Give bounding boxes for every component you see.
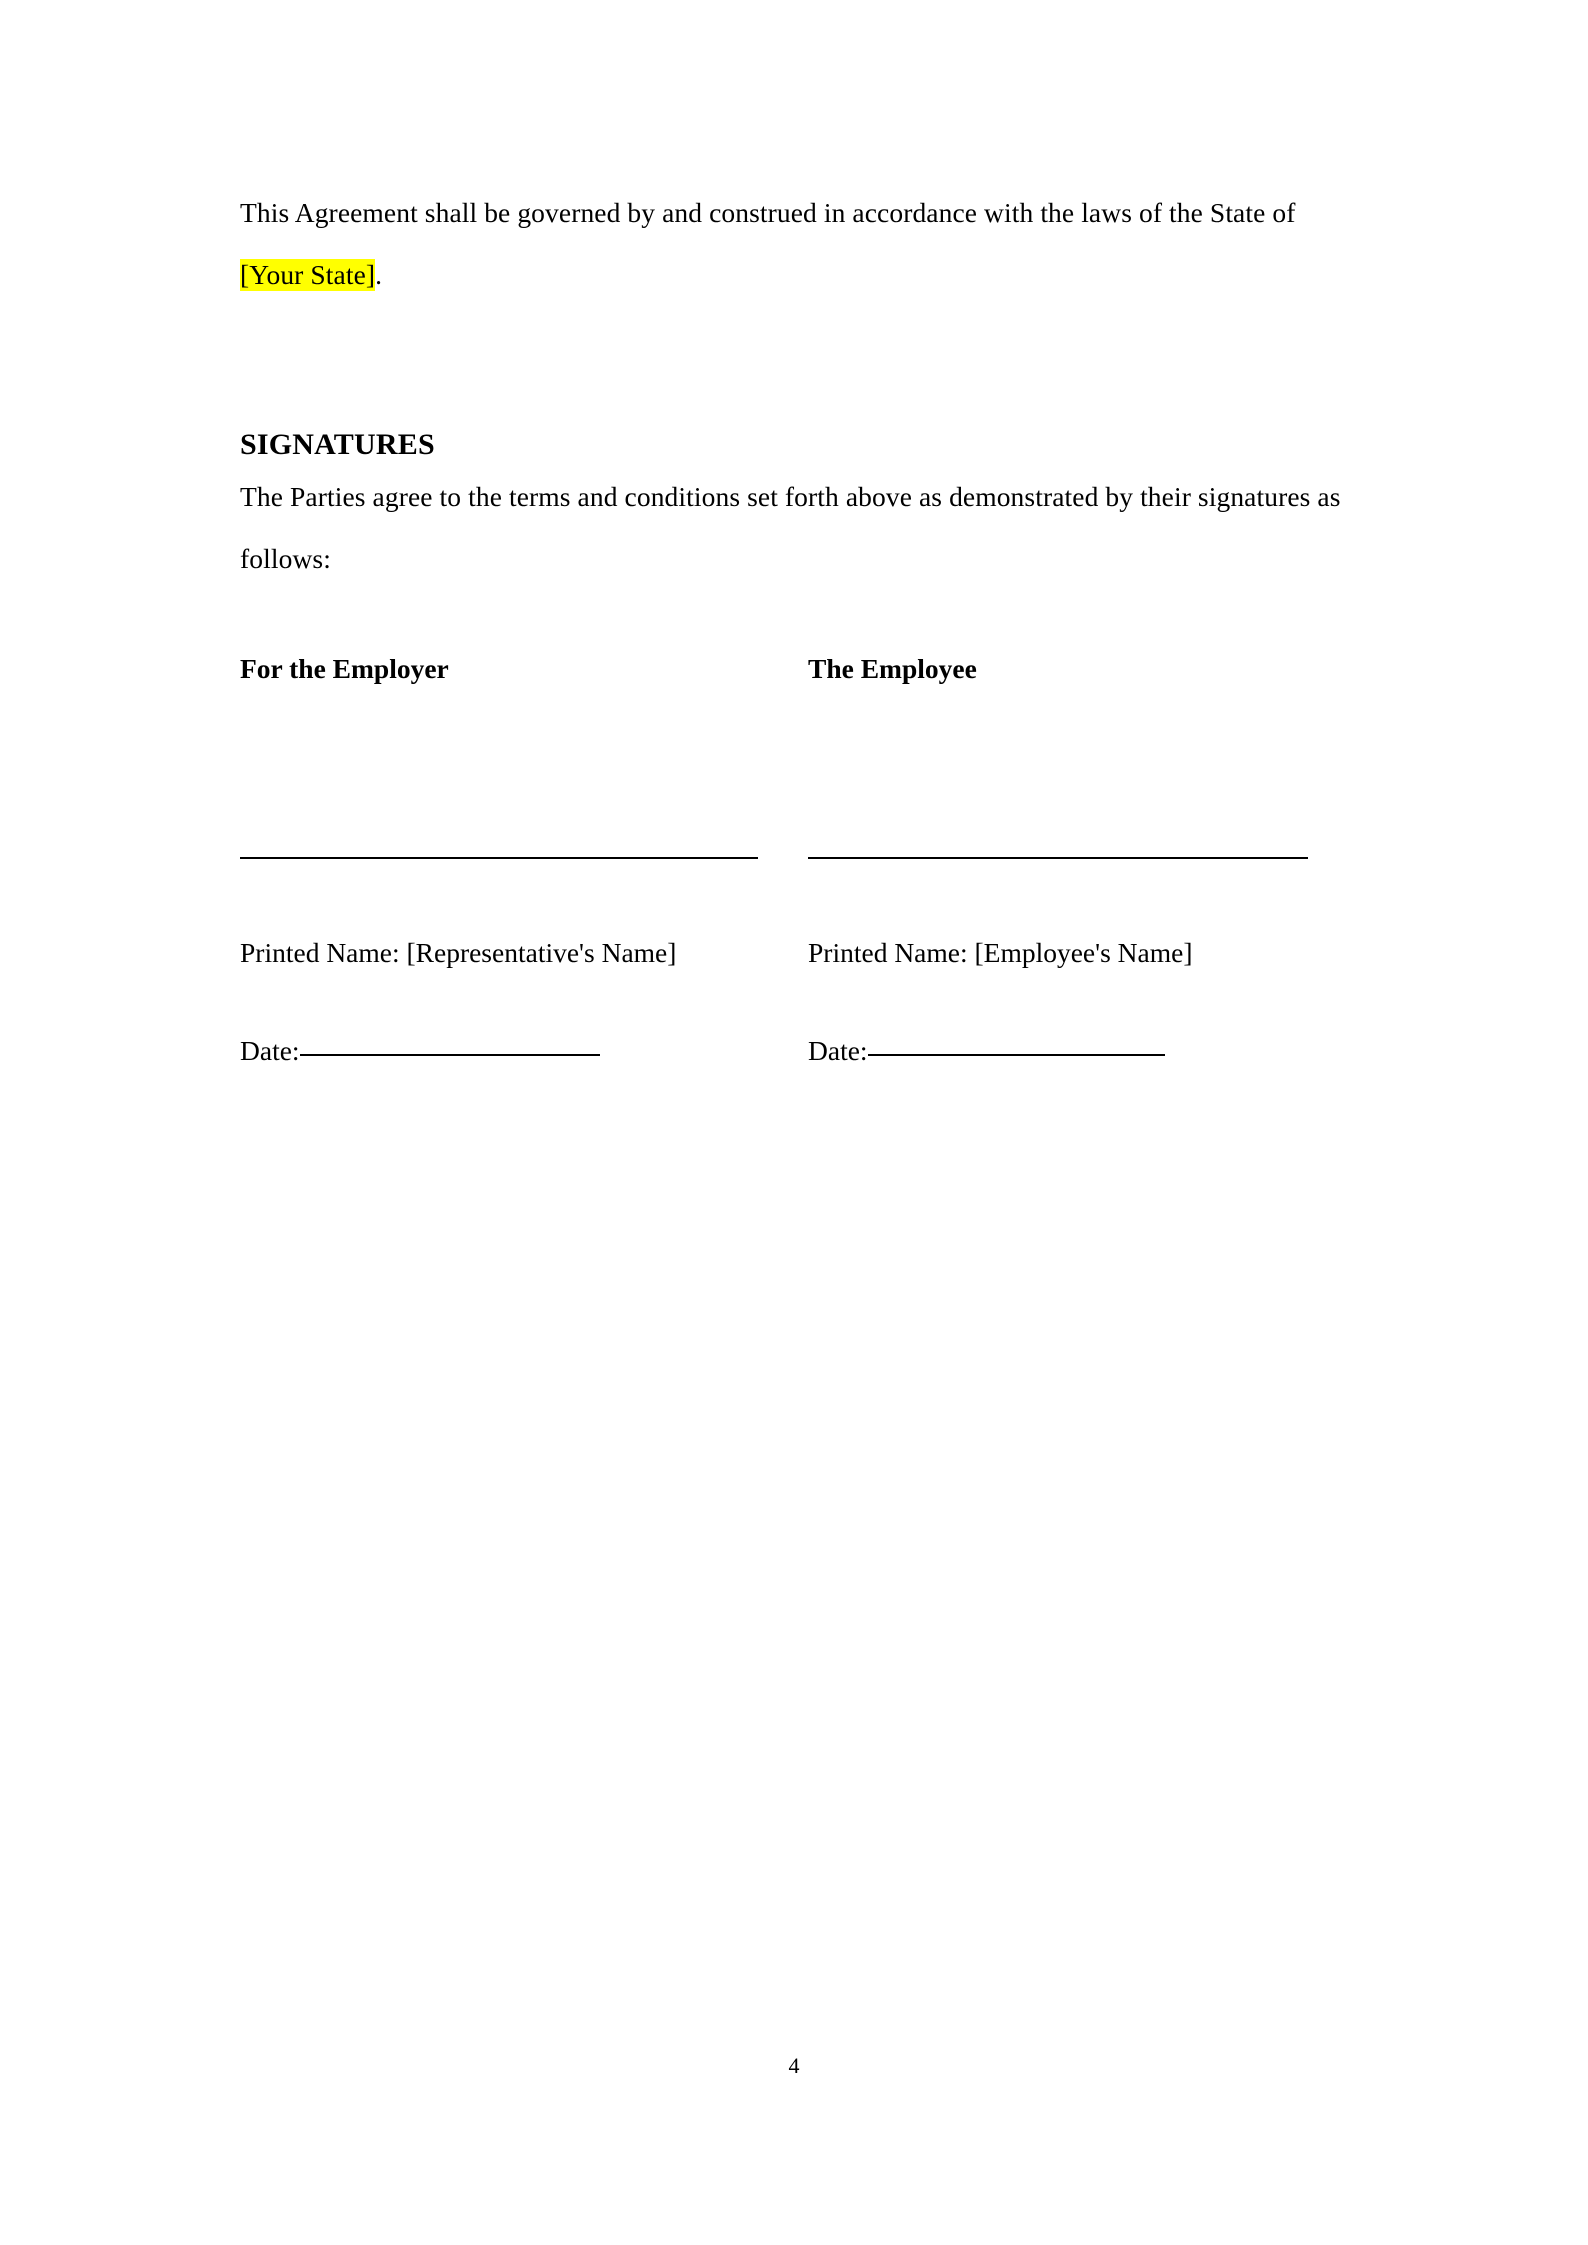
signatures-heading: SIGNATURES: [240, 427, 435, 461]
employer-date-row: [240, 1031, 600, 1071]
employee-printed-name: Printed Name: [Employee's Name]: [808, 937, 1193, 968]
employer-signature-line[interactable]: [240, 857, 758, 859]
your-state-placeholder-highlight: [Your State]: [240, 259, 376, 290]
employee-date-line[interactable]: [868, 1054, 1165, 1056]
governing-law-text-after: .: [375, 259, 383, 290]
employer-column-title: For the Employer: [240, 653, 449, 684]
employee-date-row: [808, 1031, 1165, 1071]
employee-column-title: The Employee: [808, 653, 977, 684]
governing-law-text-before: This Agreement shall be governed by and construed in accordance with the laws of the State of: [240, 197, 1296, 228]
page-number: 4: [788, 2053, 800, 2078]
employer-signature-column: [240, 650, 760, 1066]
employee-date-label: Date:: [808, 1035, 868, 1066]
employee-signature-line[interactable]: [808, 857, 1308, 859]
signatures-intro-paragraph: The Parties agree to the terms and conditions set forth above as demonstrated by their signatures as follows:: [240, 481, 1341, 574]
employer-date-label: Date:: [240, 1035, 300, 1066]
employer-date-line[interactable]: [300, 1054, 600, 1056]
employer-printed-name: Printed Name: [Representative's Name]: [240, 937, 677, 968]
employee-signature-column: [808, 650, 1344, 1066]
governing-law-paragraph: [240, 182, 1344, 306]
